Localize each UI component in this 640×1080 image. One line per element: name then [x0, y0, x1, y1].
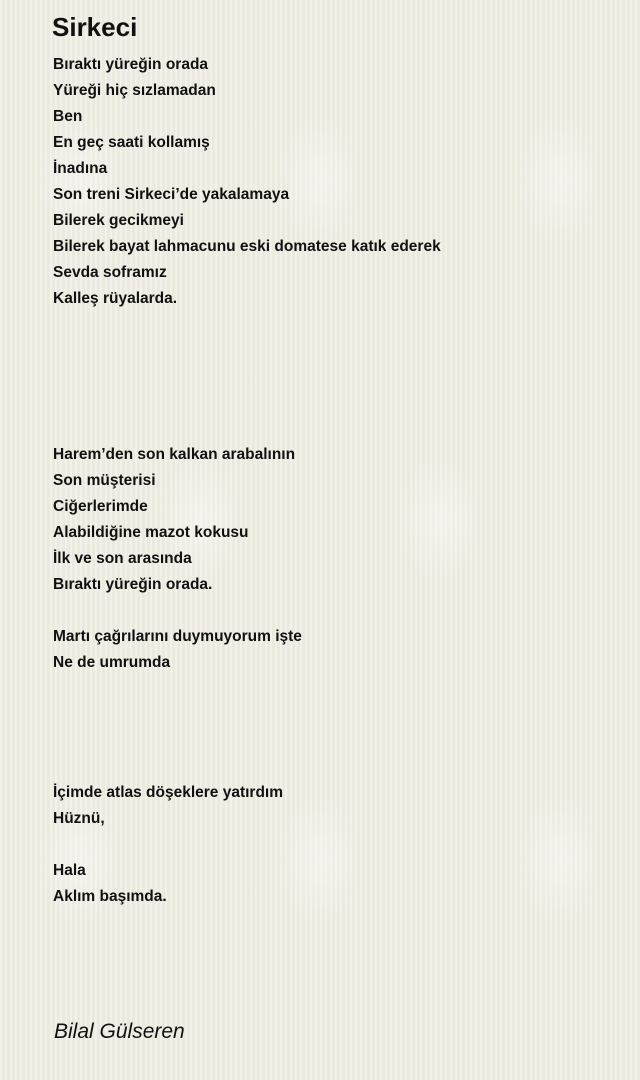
blank-line	[53, 754, 613, 780]
blank-line	[53, 312, 613, 338]
poem-line: Martı çağrılarını duymuyorum işte	[53, 628, 302, 645]
blank-line	[53, 338, 613, 364]
poem-line: Yüreği hiç sızlamadan	[53, 82, 216, 99]
poem-line: Bilerek bayat lahmacunu eski domatese katık ederek	[53, 238, 441, 255]
blank-line	[53, 832, 613, 858]
poem-line: Ben	[53, 108, 83, 125]
poem-line: Alabildiğine mazot kokusu	[53, 524, 249, 541]
poem-body	[53, 52, 613, 910]
poem-title: Sirkeci	[52, 12, 138, 42]
poem-line: Ne de umrumda	[53, 654, 171, 671]
poem-line: En geç saati kollamış	[53, 134, 210, 151]
poem-line: İlk ve son arasında	[53, 550, 192, 567]
poem-line: Hala	[53, 862, 86, 879]
poem-line: İnadına	[53, 160, 108, 177]
poem-line: Son treni Sirkeci’de yakalamaya	[53, 186, 290, 203]
poem-line: Son müşterisi	[53, 472, 156, 489]
poem-line: Harem’den son kalkan arabalının	[53, 446, 296, 463]
poem-line: Ciğerlerimde	[53, 498, 148, 515]
poem-author: Bilal Gülseren	[54, 1020, 185, 1043]
poem-line: Bıraktı yüreğin orada	[53, 56, 209, 73]
blank-line	[53, 416, 613, 442]
blank-line	[53, 598, 613, 624]
poem-line: Kalleş rüyalarda.	[53, 290, 178, 307]
blank-line	[53, 702, 613, 728]
poem-line: Aklım başımda.	[53, 888, 167, 905]
poem-line: Bıraktı yüreğin orada.	[53, 576, 213, 593]
blank-line	[53, 728, 613, 754]
poem-line: Sevda soframız	[53, 264, 167, 281]
poem-line: İçimde atlas döşeklere yatırdım	[53, 784, 284, 801]
poem-line: Bilerek gecikmeyi	[53, 212, 184, 229]
blank-line	[53, 364, 613, 390]
poem-line: Hüznü,	[53, 810, 105, 827]
blank-line	[53, 676, 613, 702]
blank-line	[53, 390, 613, 416]
